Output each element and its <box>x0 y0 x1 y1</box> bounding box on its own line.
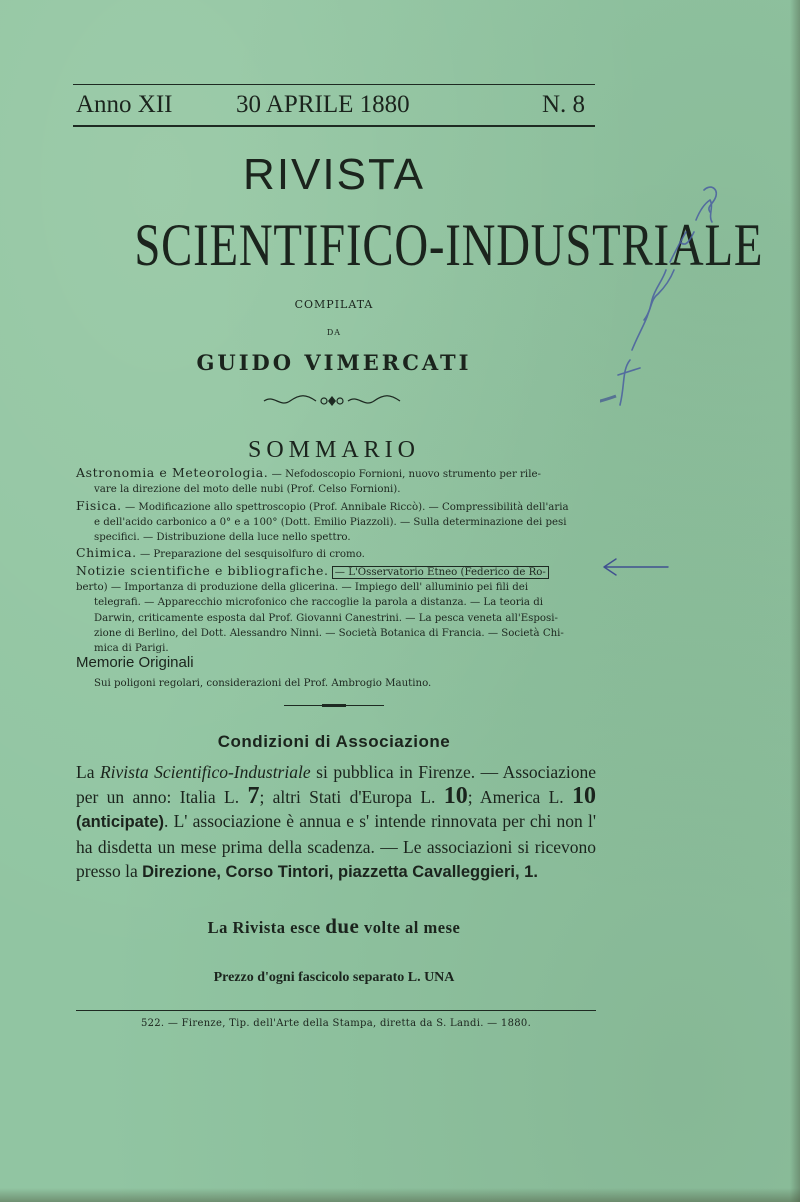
frequency-text: La Rivista esce <box>207 918 326 937</box>
frequency-text: volte al mese <box>359 918 461 937</box>
conditions-heading: Condizioni di Associazione <box>217 732 451 751</box>
toc-section-title: Notizie scientifiche e bibliografiche. <box>76 562 329 578</box>
toc-text: vare la direzione del moto delle nubi (Prof. Celso Fornioni). <box>94 484 401 496</box>
sommario-heading: SOMMARIO <box>247 437 421 463</box>
conditions-text: si pubblica in Firenze. — Associazione per un anno: Italia L. <box>76 762 596 808</box>
toc-section-title: Astronomia e Meteorologia. <box>76 465 269 480</box>
compilata-label: COMPILATA <box>294 298 374 311</box>
printer-imprint: 522. — Firenze, Tip. dell'Arte della Stampa, diretta da S. Landi. — 1880. <box>140 1018 532 1029</box>
editor-name: GUIDO VIMERCATI <box>196 350 472 375</box>
issue-number: N. 8 <box>542 91 586 118</box>
toc-text: berto) — Importanza di produzione della glicerina. — Impiego dell' alluminio pei fili dei <box>76 582 529 594</box>
memorie-heading: Memorie Originali <box>76 654 194 671</box>
price-america: 10 <box>572 783 596 810</box>
toc-text: zione di Berlino, del Dott. Alessandro Ninni. — Società Botanica di Francia. — Società Chi- <box>94 627 564 639</box>
toc-entry-fisica <box>76 498 602 546</box>
toc-text: Darwin, criticamente esposta dal Prof. Giovanni Canestrini. — La pesca veneta all'Esposi- <box>94 612 558 624</box>
toc-text: e dell'acido carbonico a 0° e a 100° (Dott. Emilio Piazzoli). — Sulla determinazione dei pesi <box>94 516 567 528</box>
toc-entry-notizie <box>76 563 602 657</box>
subscription-address: Direzione, Corso Tintori, piazzetta Cavalleggieri, 1. <box>142 862 538 881</box>
toc-entry-chimica <box>76 545 602 562</box>
toc-text: — Nefodoscopio Fornioni, nuovo strumento per rile- <box>271 469 541 480</box>
conditions-text: ; America L. <box>467 787 572 808</box>
price-italia: 7 <box>247 783 260 810</box>
journal-title-line2: SCIENTIFICO-INDUSTRIALE <box>134 212 764 278</box>
da-label: DA <box>326 328 342 337</box>
section-divider-center <box>322 704 346 707</box>
toc-text: telegrafi. — Apparecchio microfonico che raccoglie la parola a distanza. — La teoria di <box>94 597 543 609</box>
toc-text: mica di Parigi. <box>94 643 169 655</box>
header-bottom-rule <box>73 125 595 127</box>
paper-edge-shadow <box>0 1188 800 1202</box>
handwritten-note <box>600 170 730 420</box>
toc-section-title: Chimica. <box>76 545 137 561</box>
toc-section-title: Fisica. <box>76 497 122 513</box>
imprint-rule <box>76 1010 596 1011</box>
conditions-text: La <box>76 762 100 782</box>
conditions-body <box>76 760 596 884</box>
ornament-divider <box>262 390 402 412</box>
header-top-rule <box>73 84 595 85</box>
toc-text-boxed: — L'Osservatorio Etneo (Federico de Ro- <box>332 566 549 579</box>
frequency-line <box>0 914 668 939</box>
journal-name-italic: Rivista Scientifico-Industriale <box>99 762 311 782</box>
toc-text: — Preparazione del sesquisolfuro di cromo. <box>139 549 365 561</box>
price-europa: 10 <box>443 783 468 810</box>
toc-entry-astronomia <box>76 465 602 498</box>
conditions-text: . L' associazione è annua e s' intende rinnovata per chi non l' ha disdetta un mese prima della scadenza. — Le associazioni si ricevono presso la <box>76 811 596 881</box>
memorie-entry: Sui poligoni regolari, considerazioni del Prof. Ambrogio Mautino. <box>94 678 432 689</box>
paper-edge-shadow <box>790 0 800 1202</box>
toc-text: specifici. — Distribuzione della luce nello spettro. <box>94 532 351 544</box>
conditions-text: ; altri Stati d'Europa L. <box>259 787 444 808</box>
toc-text: — Modificazione allo spettroscopio (Prof. Annibale Riccò). — Compressibilità dell'aria <box>124 501 569 513</box>
issue-date: 30 APRILE 1880 <box>236 91 410 118</box>
volume-label: Anno XII <box>76 91 173 118</box>
single-issue-price: Prezzo d'ogni fascicolo separato L. UNA <box>213 970 455 985</box>
frequency-count: due <box>325 914 360 938</box>
table-of-contents <box>76 465 602 657</box>
journal-title-line1: RIVISTA <box>243 150 425 199</box>
pointing-arrow-icon <box>598 554 670 580</box>
anticipate-label: (anticipate) <box>76 813 165 832</box>
